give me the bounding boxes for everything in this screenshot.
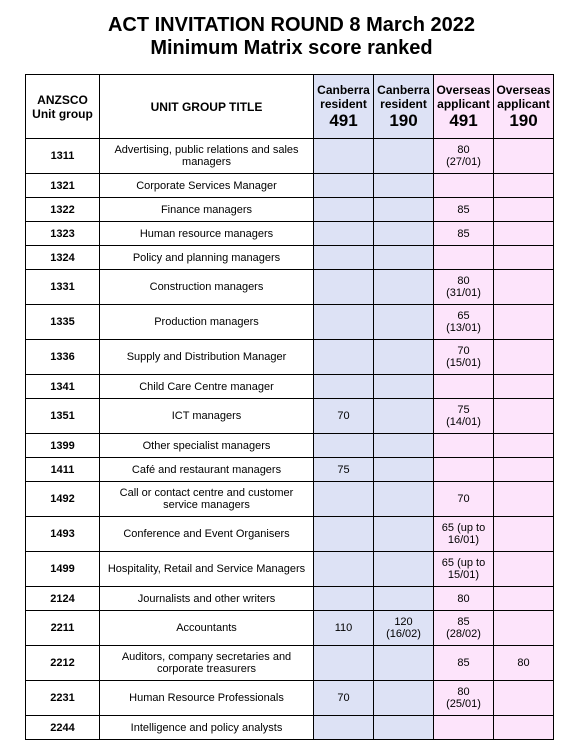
cell-unit-group-title: Policy and planning managers: [100, 246, 314, 270]
cell-overseas-190: [494, 270, 554, 305]
cell-anzsco-code: 1335: [26, 305, 100, 340]
header-canberra-190: Canberra resident 190: [374, 75, 434, 139]
cell-canberra-491: [314, 270, 374, 305]
header-row: [26, 75, 554, 139]
cell-canberra-190: [374, 246, 434, 270]
cell-anzsco-code: 1331: [26, 270, 100, 305]
cell-overseas-491: 80: [434, 587, 494, 611]
cell-unit-group-title: Construction managers: [100, 270, 314, 305]
cell-canberra-190: [374, 587, 434, 611]
cell-anzsco-code: 1411: [26, 458, 100, 482]
cell-overseas-190: [494, 222, 554, 246]
cell-anzsco-code: 1341: [26, 375, 100, 399]
cell-canberra-190: [374, 716, 434, 740]
cell-overseas-491: 65 (up to 15/01): [434, 552, 494, 587]
header-canberra-491: Canberra resident 491: [314, 75, 374, 139]
table-row: [26, 458, 554, 482]
cell-anzsco-code: 1323: [26, 222, 100, 246]
cell-anzsco-code: 2124: [26, 587, 100, 611]
cell-unit-group-title: Journalists and other writers: [100, 587, 314, 611]
cell-unit-group-title: Advertising, public relations and sales managers: [100, 139, 314, 174]
cell-overseas-190: [494, 399, 554, 434]
cell-overseas-491: [434, 434, 494, 458]
cell-overseas-190: 80: [494, 646, 554, 681]
occupation-score-table: [25, 74, 554, 740]
cell-canberra-491: [314, 139, 374, 174]
cell-overseas-190: [494, 375, 554, 399]
table-row: [26, 399, 554, 434]
cell-canberra-491: [314, 222, 374, 246]
cell-overseas-190: [494, 482, 554, 517]
cell-canberra-190: [374, 646, 434, 681]
cell-overseas-491: 70 (15/01): [434, 340, 494, 375]
cell-canberra-491: [314, 434, 374, 458]
cell-canberra-491: [314, 552, 374, 587]
cell-overseas-190: [494, 174, 554, 198]
cell-unit-group-title: Accountants: [100, 611, 314, 646]
cell-overseas-491: 80 (27/01): [434, 139, 494, 174]
cell-canberra-190: [374, 434, 434, 458]
cell-overseas-190: [494, 517, 554, 552]
cell-canberra-190: [374, 482, 434, 517]
cell-canberra-491: [314, 246, 374, 270]
table-row: [26, 611, 554, 646]
cell-overseas-491: 85: [434, 198, 494, 222]
cell-overseas-491: 75 (14/01): [434, 399, 494, 434]
table-row: [26, 198, 554, 222]
cell-overseas-190: [494, 587, 554, 611]
cell-unit-group-title: Production managers: [100, 305, 314, 340]
cell-overseas-491: [434, 375, 494, 399]
cell-unit-group-title: Other specialist managers: [100, 434, 314, 458]
cell-canberra-491: [314, 305, 374, 340]
cell-anzsco-code: 1311: [26, 139, 100, 174]
header-overseas-190-num: 190: [509, 110, 538, 130]
cell-anzsco-code: 2244: [26, 716, 100, 740]
cell-overseas-190: [494, 611, 554, 646]
cell-overseas-491: 85: [434, 646, 494, 681]
header-overseas-190: Overseas applicant 190: [494, 75, 554, 139]
table-row: [26, 139, 554, 174]
cell-unit-group-title: Human resource managers: [100, 222, 314, 246]
cell-anzsco-code: 2231: [26, 681, 100, 716]
cell-canberra-190: [374, 270, 434, 305]
cell-canberra-190: [374, 174, 434, 198]
cell-canberra-491: [314, 646, 374, 681]
table-row: [26, 375, 554, 399]
cell-overseas-190: [494, 340, 554, 375]
table-row: [26, 517, 554, 552]
cell-canberra-491: [314, 340, 374, 375]
table-row: [26, 482, 554, 517]
title-line-2: Minimum Matrix score ranked: [150, 37, 433, 59]
cell-canberra-190: [374, 198, 434, 222]
cell-canberra-190: [374, 517, 434, 552]
cell-unit-group-title: Finance managers: [100, 198, 314, 222]
table-row: [26, 246, 554, 270]
header-canberra-190-num: 190: [389, 110, 418, 130]
cell-canberra-190: [374, 305, 434, 340]
cell-anzsco-code: 1493: [26, 517, 100, 552]
header-canberra-491-num: 491: [329, 110, 358, 130]
cell-canberra-491: 70: [314, 399, 374, 434]
cell-canberra-491: [314, 517, 374, 552]
cell-anzsco-code: 1322: [26, 198, 100, 222]
cell-unit-group-title: Café and restaurant managers: [100, 458, 314, 482]
cell-canberra-190: [374, 399, 434, 434]
table-row: [26, 270, 554, 305]
title-line-1: ACT INVITATION ROUND 8 March 2022: [107, 14, 476, 36]
cell-canberra-491: [314, 482, 374, 517]
cell-canberra-190: [374, 139, 434, 174]
cell-canberra-190: [374, 340, 434, 375]
table-row: [26, 174, 554, 198]
cell-anzsco-code: 1321: [26, 174, 100, 198]
cell-overseas-190: [494, 716, 554, 740]
cell-unit-group-title: Child Care Centre manager: [100, 375, 314, 399]
cell-overseas-190: [494, 458, 554, 482]
cell-overseas-491: 80 (31/01): [434, 270, 494, 305]
table-row: [26, 681, 554, 716]
header-anzsco-code: ANZSCO Unit group: [26, 75, 100, 139]
table-row: [26, 305, 554, 340]
cell-overseas-491: 85: [434, 222, 494, 246]
cell-overseas-491: [434, 716, 494, 740]
cell-canberra-190: [374, 681, 434, 716]
cell-unit-group-title: Call or contact centre and customer service managers: [100, 482, 314, 517]
cell-overseas-190: [494, 139, 554, 174]
cell-canberra-491: [314, 716, 374, 740]
table-row: [26, 222, 554, 246]
document-title: [0, 14, 583, 60]
cell-canberra-491: [314, 174, 374, 198]
cell-unit-group-title: ICT managers: [100, 399, 314, 434]
table-row: [26, 716, 554, 740]
table-row: [26, 646, 554, 681]
cell-canberra-190: [374, 222, 434, 246]
header-overseas-491: Overseas applicant 491: [434, 75, 494, 139]
cell-canberra-491: 75: [314, 458, 374, 482]
cell-canberra-491: 70: [314, 681, 374, 716]
header-overseas-491-num: 491: [449, 110, 478, 130]
table-row: [26, 340, 554, 375]
cell-overseas-491: [434, 174, 494, 198]
cell-unit-group-title: Hospitality, Retail and Service Managers: [100, 552, 314, 587]
table-row: [26, 587, 554, 611]
cell-anzsco-code: 1499: [26, 552, 100, 587]
cell-overseas-491: 65 (13/01): [434, 305, 494, 340]
cell-overseas-491: 70: [434, 482, 494, 517]
cell-canberra-190: [374, 552, 434, 587]
cell-canberra-190: [374, 458, 434, 482]
cell-unit-group-title: Supply and Distribution Manager: [100, 340, 314, 375]
cell-anzsco-code: 1399: [26, 434, 100, 458]
cell-overseas-491: 65 (up to 16/01): [434, 517, 494, 552]
header-unit-group-title: UNIT GROUP TITLE: [100, 75, 314, 139]
cell-unit-group-title: Conference and Event Organisers: [100, 517, 314, 552]
cell-overseas-190: [494, 305, 554, 340]
cell-overseas-190: [494, 246, 554, 270]
cell-anzsco-code: 1336: [26, 340, 100, 375]
cell-overseas-190: [494, 681, 554, 716]
cell-overseas-491: 80 (25/01): [434, 681, 494, 716]
cell-unit-group-title: Corporate Services Manager: [100, 174, 314, 198]
cell-overseas-190: [494, 198, 554, 222]
cell-overseas-190: [494, 434, 554, 458]
cell-overseas-491: [434, 458, 494, 482]
cell-anzsco-code: 1324: [26, 246, 100, 270]
cell-canberra-491: [314, 587, 374, 611]
cell-unit-group-title: Intelligence and policy analysts: [100, 716, 314, 740]
cell-anzsco-code: 1492: [26, 482, 100, 517]
table-row: [26, 434, 554, 458]
cell-overseas-491: 85 (28/02): [434, 611, 494, 646]
cell-canberra-491: [314, 375, 374, 399]
cell-canberra-190: 120 (16/02): [374, 611, 434, 646]
cell-overseas-491: [434, 246, 494, 270]
cell-unit-group-title: Auditors, company secretaries and corporate treasurers: [100, 646, 314, 681]
cell-unit-group-title: Human Resource Professionals: [100, 681, 314, 716]
cell-anzsco-code: 1351: [26, 399, 100, 434]
cell-canberra-190: [374, 375, 434, 399]
table-row: [26, 552, 554, 587]
cell-anzsco-code: 2212: [26, 646, 100, 681]
cell-overseas-190: [494, 552, 554, 587]
cell-canberra-491: 110: [314, 611, 374, 646]
cell-anzsco-code: 2211: [26, 611, 100, 646]
cell-canberra-491: [314, 198, 374, 222]
